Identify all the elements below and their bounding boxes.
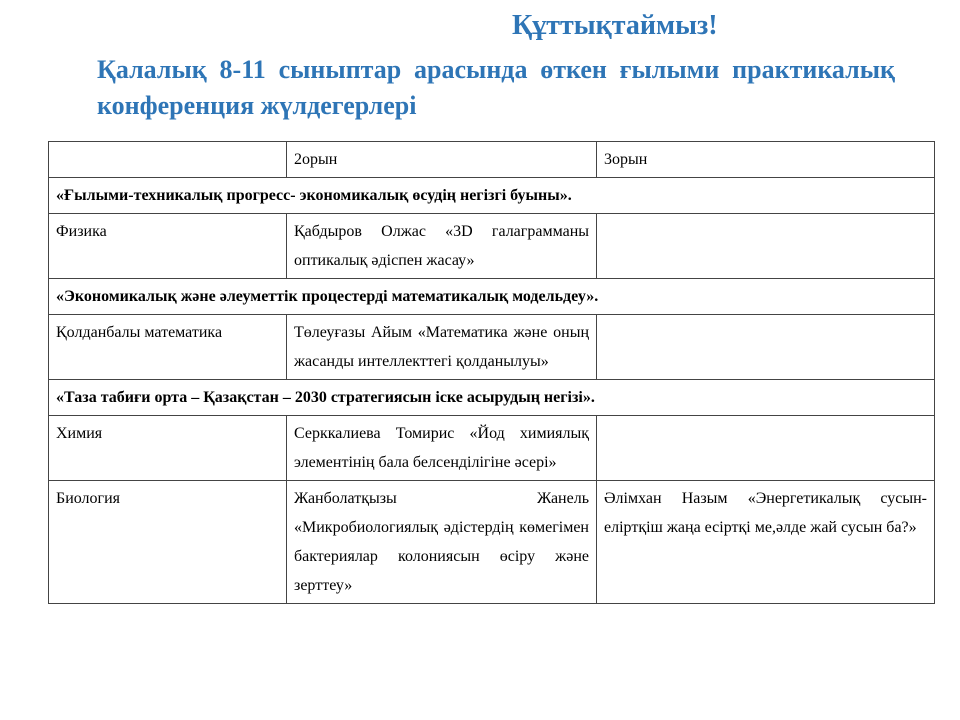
section-title: «Экономикалық және әлеуметтік процестерді математикалық модельдеу».: [49, 279, 935, 315]
subject-cell: Химия: [49, 416, 287, 481]
header-cell-subject: [49, 142, 287, 178]
header-cell-second-place: 2орын: [287, 142, 597, 178]
table-row: [49, 481, 935, 604]
third-place-cell: [597, 214, 935, 279]
subject-cell: Биология: [49, 481, 287, 604]
subject-cell: Қолданбалы математика: [49, 315, 287, 380]
congrats-title: Құттықтаймыз!: [512, 10, 718, 41]
second-place-cell: Қабдыров Олжас «3D галаграмманы оптикалық әдіспен жасау»: [287, 214, 597, 279]
second-place-cell: Серккалиева Томирис «Йод химиялық элементінің бала белсенділігіне әсері»: [287, 416, 597, 481]
section-row: [49, 279, 935, 315]
page-title: Қалалық 8-11 сыныптар арасында өткен ғылыми практикалық конференция жүлдегерлері: [97, 55, 895, 120]
table-row: [49, 214, 935, 279]
section-row: [49, 178, 935, 214]
third-place-cell: Әлімхан Назым «Энергетикалық сусын-еліртқіш жаңа есіртқі ме,әлде жай сусын ба?»: [597, 481, 935, 604]
third-place-cell: [597, 315, 935, 380]
section-title: «Ғылыми-техникалық прогресс- экономикалық өсудің негізгі буыны».: [49, 178, 935, 214]
table-header-row: [49, 142, 935, 178]
subject-cell: Физика: [49, 214, 287, 279]
winners-table: [48, 141, 935, 604]
second-place-cell: Жанболатқызы Жанель «Микробиологиялық әдістердің көмегімен бактериялар колониясын өсіру және зерттеу»: [287, 481, 597, 604]
table-row: [49, 416, 935, 481]
second-place-cell: Төлеуғазы Айым «Математика және оның жасанды интеллекттегі қолданылуы»: [287, 315, 597, 380]
section-row: [49, 380, 935, 416]
table-row: [49, 315, 935, 380]
header-cell-third-place: 3орын: [597, 142, 935, 178]
third-place-cell: [597, 416, 935, 481]
section-title: «Таза табиғи орта – Қазақстан – 2030 стратегиясын іске асырудың негізі».: [49, 380, 935, 416]
